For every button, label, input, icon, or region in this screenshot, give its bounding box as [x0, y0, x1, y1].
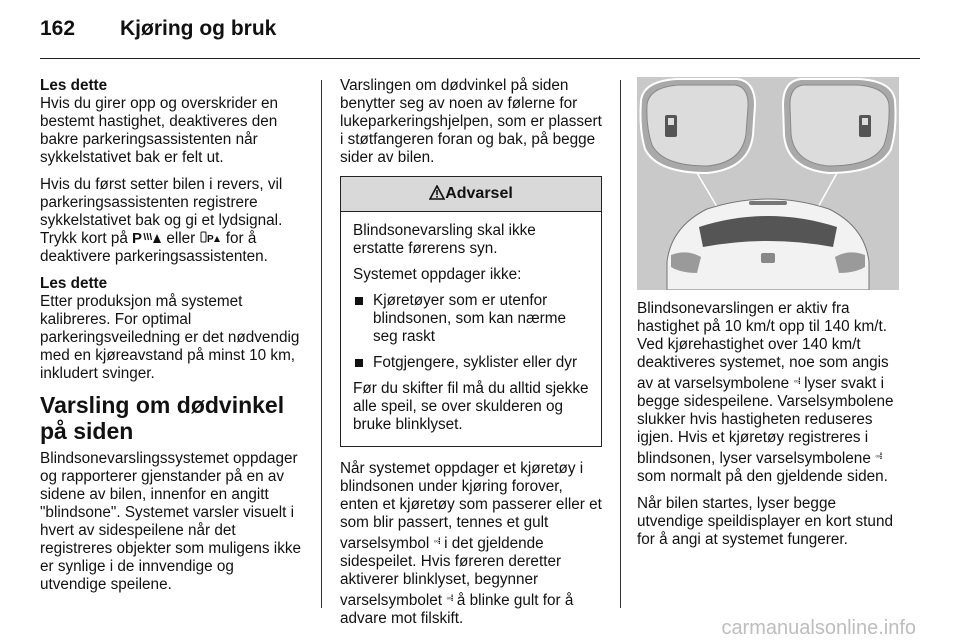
warning-text-2: Systemet oppdager ikke:	[353, 266, 522, 283]
header-divider	[40, 58, 920, 59]
parking-assist-button-icon	[132, 230, 162, 244]
side-blind-zone-symbol-icon: ◦◦⁞	[433, 536, 440, 546]
detection-text-3: å blinke gult for å advare mot filskift.	[340, 592, 574, 627]
warning-list	[353, 292, 591, 372]
paragraph-reverse-text-3: for å deaktivere parkeringsassistenten.	[40, 230, 268, 265]
page-number: 162	[40, 17, 76, 40]
side-blind-zone-symbol-icon: ◦◦⁞	[875, 451, 882, 461]
svg-text:P: P	[132, 230, 143, 244]
warning-title: Advarsel	[445, 185, 513, 202]
right-mirror-icon	[783, 79, 896, 173]
section-text: Blindsonevarslingssystemet oppdager og rapporterer gjenstander på en av sidene av bilen, innenfor en angitt "blindsone". Systemet varsler visuelt i hvert av sidespeilene når det registreres objekter som muligens ikke er synlige i de innvendige og utvendige speilene.	[40, 450, 301, 593]
parking-sensor-icon	[200, 230, 222, 244]
list-item-text: Fotgjengere, syklister eller dyr	[373, 354, 578, 371]
section-title: Varsling om dødvinkel på siden	[40, 392, 285, 444]
column-divider-right	[620, 80, 621, 608]
page-header	[40, 17, 920, 57]
column-1	[40, 77, 302, 603]
note-1-title: Les dette	[40, 77, 108, 94]
detection-text-2: i det gjeldende sidespeilet. Hvis føreren deretter aktiverer blinklyset, begynner varselsymbolet	[340, 535, 562, 609]
activation-text-3: som normalt på den gjeldende siden.	[637, 468, 888, 485]
side-blind-zone-symbol-icon: ◦◦⁞	[793, 376, 800, 386]
bullet-icon	[355, 297, 363, 305]
note-2	[40, 275, 302, 383]
side-blind-zone-symbol-icon: ◦◦⁞	[446, 593, 453, 603]
mirror-illustration	[637, 77, 899, 290]
svg-text:P: P	[206, 234, 214, 244]
list-item	[353, 292, 591, 346]
detection-text-1: Når systemet oppdager et kjøretøy i blindsonen under kjøring forover, enten et kjøretøy som passerer eller et som blir passert, tennes et gult varselsymbol	[340, 460, 602, 552]
warning-triangle-icon	[429, 185, 445, 200]
chapter-title: Kjøring og bruk	[120, 17, 277, 40]
warning-header	[341, 177, 601, 212]
paragraph-reverse-text-2: eller	[166, 230, 200, 247]
intro-paragraph: Varslingen om dødvinkel på siden benytter seg av noen av følerne for lukeparkeringshjelpen, som er plassert i støtfangeren foran og bak, på begge sider av bilen.	[340, 77, 602, 166]
list-item-text: Kjøretøyer som er utenfor blindsonen, som kan nærme seg raskt	[373, 292, 567, 345]
note-1	[40, 77, 302, 167]
column-2	[340, 77, 602, 637]
note-1-text: Hvis du girer opp og overskrider en bestemt hastighet, deaktiveres den bakre parkeringsassistenten når sykkelstativet bak er felt ut.	[40, 95, 279, 166]
warning-text-1: Blindsonevarsling skal ikke erstatte førerens syn.	[353, 222, 536, 257]
paragraph-reverse-text-1: Hvis du først setter bilen i revers, vil parkeringsassistenten registrere sykkelstativet bak og gi et lydsignal. Trykk kort på	[40, 176, 283, 247]
list-item	[353, 354, 591, 372]
note-2-text: Etter produksjon må systemet kalibreres. For optimal parkeringsveiledning er det nødvendig med en kjøreavstand på minst 10 km, inkludert svinger.	[40, 293, 300, 382]
left-mirror-icon	[641, 79, 756, 173]
column-divider-left	[321, 80, 322, 608]
activation-paragraph	[637, 300, 899, 486]
warning-body	[341, 212, 601, 446]
activation-text-2: lyser svakt i begge sidespeilene. Varselsymbolene slukker hvis hastigheten reduseres igjen. Hvis et kjøretøy registreres i blindsonen, lyser varselsymbolene	[637, 375, 894, 467]
column-3	[637, 300, 899, 558]
detection-paragraph	[340, 460, 602, 628]
warning-box	[340, 176, 602, 447]
startup-paragraph: Når bilen startes, lyser begge utvendige speildisplayer en kort stund for å angi at systemet fungerer.	[637, 495, 893, 548]
activation-text-1: Blindsonevarslingen er aktiv fra hastighet på 10 km/t opp til 140 km/t. Ved kjørehastighet over 140 km/t deaktiveres systemet, noe som angis av at varselsymbolene	[637, 300, 889, 392]
note-2-title: Les dette	[40, 275, 108, 292]
bullet-icon	[355, 359, 363, 367]
paragraph-reverse	[40, 176, 302, 266]
warning-text-3: Før du skifter fil må du alltid sjekke alle speil, se over skulderen og bruke blinklyset.	[353, 380, 589, 433]
watermark: carmanualsonline.info	[721, 617, 916, 639]
